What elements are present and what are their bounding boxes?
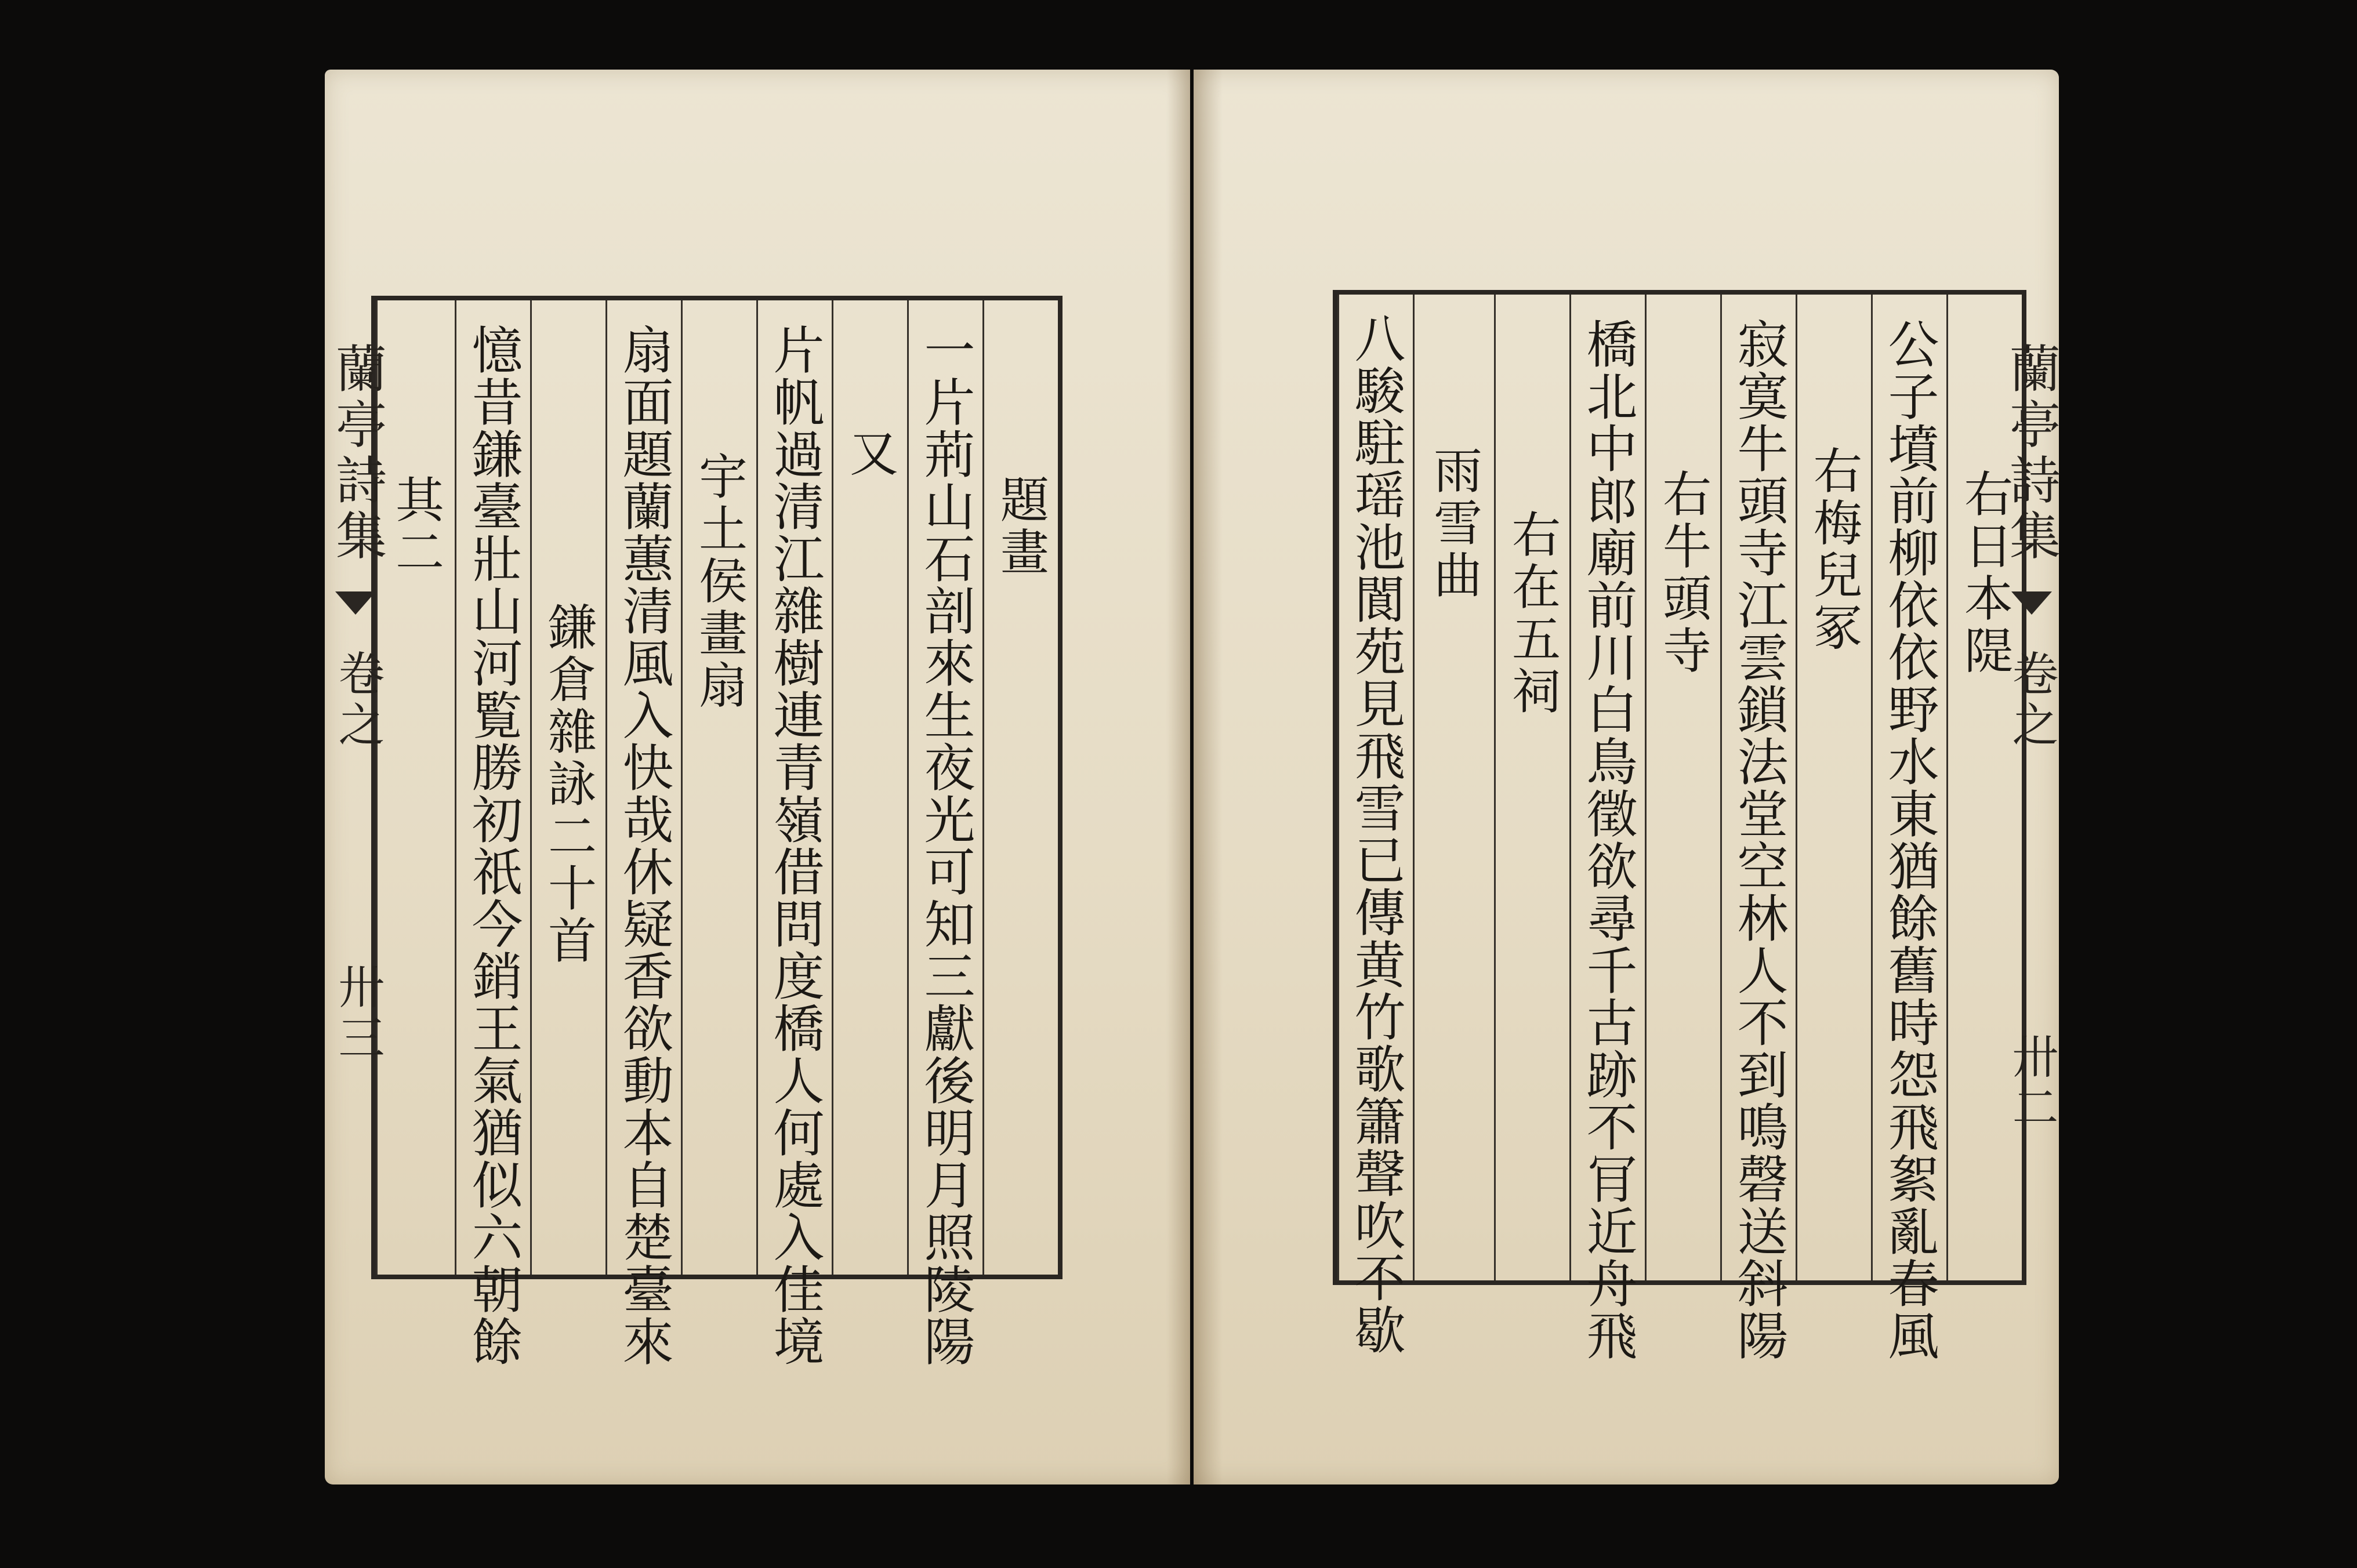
poem-line: 寂寞牛頭寺江雲鎖法堂空林人不到鳴磬送斜陽 (1729, 318, 1789, 1362)
margin-folio: 卅三 (331, 963, 385, 1065)
text-column (756, 300, 832, 1367)
fish-tail-mark (335, 591, 376, 615)
right-page (1194, 70, 2059, 1484)
margin-book-title: 蘭亭詩集 (2001, 342, 2061, 565)
poem-note: 右日本隄 (1956, 469, 2014, 677)
text-column (907, 300, 982, 1367)
text-column (1494, 295, 1569, 1280)
poem-line: 八駿駐瑶池閬苑見飛雪已傳黄竹歌簫聲吹不歇 (1346, 312, 1406, 1356)
poem-line: 憶昔鎌臺壯山河覧勝初祇今銷王氣猶似六朝餘 (463, 324, 524, 1367)
margin-folio: 卅二 (2004, 1032, 2058, 1134)
poem-title: 題畫 (992, 474, 1050, 579)
text-column (681, 300, 756, 1275)
text-column (455, 300, 530, 1367)
poem-title: 其二 (387, 474, 445, 579)
poem-line: 一片荊山石剖來生夜光可知三獻後明月照陵陽 (916, 324, 976, 1367)
poem-title: 又 (842, 428, 899, 480)
text-column (1645, 295, 1720, 1280)
left-page-frame (371, 296, 1063, 1367)
poem-note: 右梅兒冢 (1805, 445, 1863, 654)
text-column (1796, 295, 1871, 1280)
margin-book-title: 蘭亭詩集 (328, 342, 387, 565)
poem-note: 右牛頭寺 (1655, 469, 1712, 677)
poem-line: 公子墳前柳依依野水東猶餘舊時怨飛絮亂春風 (1880, 318, 1940, 1362)
right-page-frame (1333, 290, 2026, 1362)
margin-volume: 卷之 (331, 649, 385, 752)
open-book (325, 70, 2059, 1484)
poem-title: 宇土侯畫扇 (691, 451, 748, 712)
text-column (1413, 295, 1494, 1280)
poem-note: 右在五祠 (1504, 509, 1561, 718)
text-column (982, 300, 1058, 1275)
left-page (325, 70, 1190, 1484)
text-column (1720, 295, 1796, 1362)
text-column (605, 300, 681, 1367)
text-column (1871, 295, 1946, 1362)
poem-line: 橋北中郎廟前川白鳥徵欲尋千古跡不肎近舟飛 (1578, 318, 1638, 1362)
poem-line: 扇面題蘭蕙清風入快哉休疑香欲動本自楚臺來 (614, 324, 675, 1367)
poem-title: 雨雪曲 (1426, 445, 1483, 602)
poem-line: 片帆過清江雜樹連青嶺借問度橋人何處入佳境 (765, 324, 825, 1367)
text-column (1337, 295, 1413, 1356)
text-column (1569, 295, 1645, 1362)
margin-volume: 卷之 (2004, 649, 2058, 752)
text-column (832, 300, 907, 1275)
poem-title: 鎌倉雜詠二十首 (540, 602, 597, 967)
text-column (530, 300, 605, 1275)
text-column (376, 300, 455, 1275)
